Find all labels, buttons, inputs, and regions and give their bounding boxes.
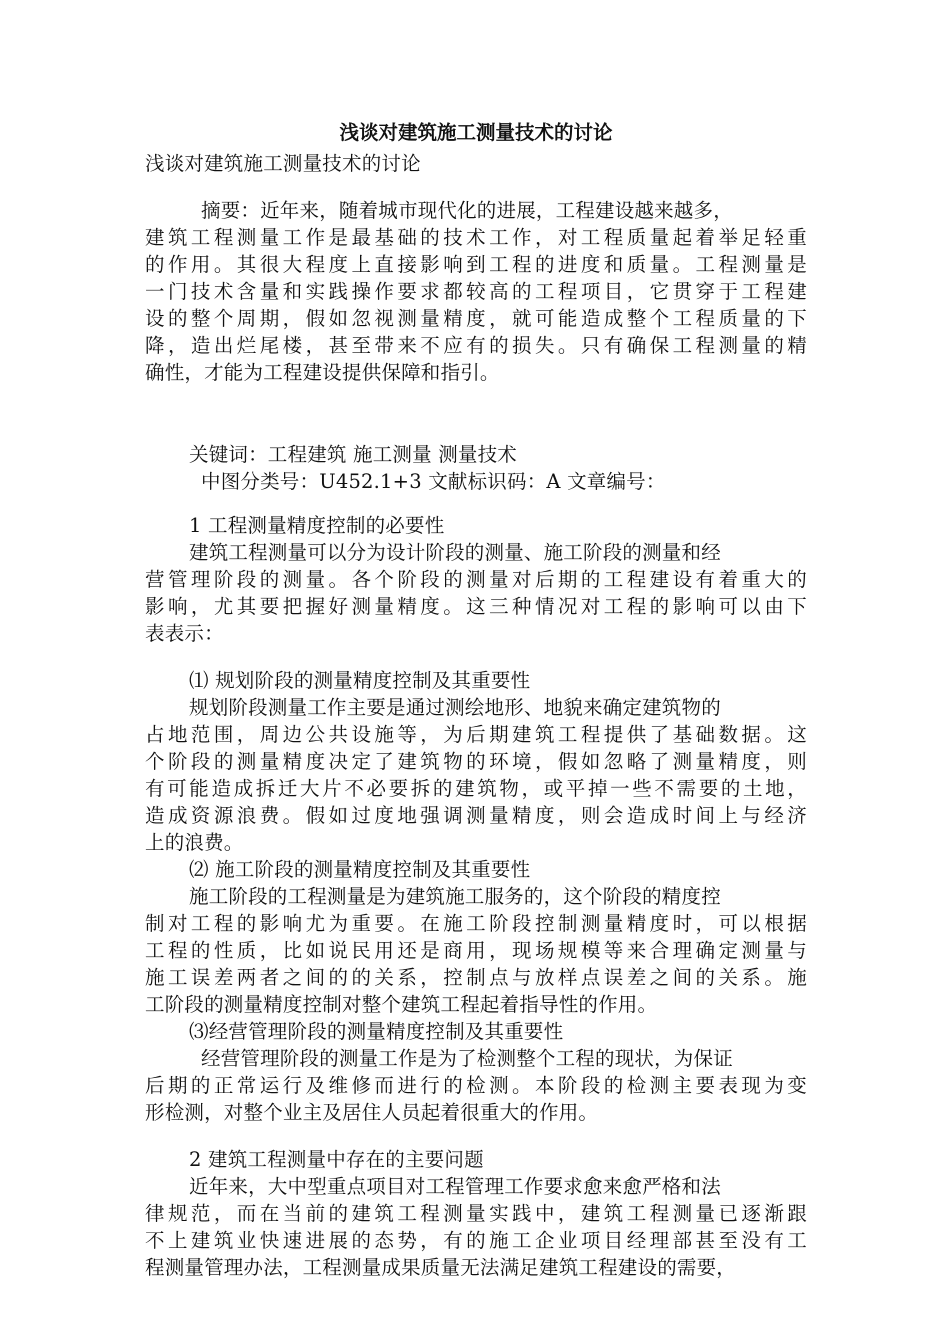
section-line: 表表示： xyxy=(145,622,224,645)
subsection-line: 制对工程的影响尤为重要。在施工阶段控制测量精度时，可以根据 xyxy=(145,912,807,935)
section-line: 程测量管理办法，工程测量成果质量无法满足建筑工程建设的需要， xyxy=(145,1256,737,1279)
section-heading: 1 工程测量精度控制的必要性 xyxy=(189,514,445,537)
abstract-line: 确性，才能为工程建设提供保障和指引。 xyxy=(145,361,500,384)
subsection-3 xyxy=(145,1018,807,1126)
abstract-line: 的作用。其很大程度上直接影响到工程的进度和质量。工程测量是 xyxy=(145,253,807,276)
classification: 中图分类号：U452.1+3 文献标识码：A 文章编号： xyxy=(201,470,666,493)
section-line: 影响，尤其要把握好测量精度。这三种情况对工程的影响可以由下 xyxy=(145,595,807,618)
subsection-line: 有可能造成拆迁大片不必要拆的建筑物，或平掉一些不需要的土地， xyxy=(145,777,807,800)
subsection-line: 造成资源浪费。假如过度地强调测量精度，则会造成时间上与经济 xyxy=(145,804,807,827)
abstract-line: 建筑工程测量工作是最基础的技术工作，对工程质量起着举足轻重 xyxy=(145,226,807,249)
section-line: 近年来，大中型重点项目对工程管理工作要求愈来愈严格和法 xyxy=(189,1175,721,1198)
keywords: 关键词：工程建筑 施工测量 测量技术 xyxy=(189,443,517,466)
subsection-line: 施工阶段的工程测量是为建筑施工服务的，这个阶段的精度控 xyxy=(189,885,721,908)
section-line: 不上建筑业快速进展的态势，有的施工企业项目经理部甚至没有工 xyxy=(145,1229,807,1252)
document-page xyxy=(145,118,807,1328)
subsection-line: 施工误差两者之间的的关系，控制点与放样点误差之间的关系。施 xyxy=(145,966,807,989)
subsection-line: 占地范围，周边公共设施等，为后期建筑工程提供了基础数据。这 xyxy=(145,723,807,746)
subsection-heading: ⑴ 规划阶段的测量精度控制及其重要性 xyxy=(189,669,531,692)
subsection-line: 工程的性质，比如说民用还是商用，现场规模等来合理确定测量与 xyxy=(145,939,807,962)
subsection-line: 后期的正常运行及维修而进行的检测。本阶段的检测主要表现为变 xyxy=(145,1074,807,1097)
abstract-paragraph xyxy=(145,197,807,386)
section-line: 律规范，而在当前的建筑工程测量实践中，建筑工程测量已逐渐跟 xyxy=(145,1202,807,1225)
abstract-line: 一门技术含量和实践操作要求都较高的工程项目，它贯穿于工程建 xyxy=(145,280,807,303)
abstract-line: 摘要：近年来，随着城市现代化的进展，工程建设越来越多， xyxy=(201,199,733,222)
subsection-line: 个阶段的测量精度决定了建筑物的环境，假如忽略了测量精度，则 xyxy=(145,750,807,773)
section-line: 营管理阶段的测量。各个阶段的测量对后期的工程建设有着重大的 xyxy=(145,568,807,591)
section-heading: 2 建筑工程测量中存在的主要问题 xyxy=(189,1148,484,1171)
subsection-line: 上的浪费。 xyxy=(145,831,244,854)
document-subtitle: 浅谈对建筑施工测量技术的讨论 xyxy=(145,152,421,175)
subsection-1 xyxy=(145,667,807,856)
subsection-line: 形检测，对整个业主及居住人员起着很重大的作用。 xyxy=(145,1101,599,1124)
subsection-line: 经营管理阶段的测量工作是为了检测整个工程的现状，为保证 xyxy=(201,1047,733,1070)
subsection-heading: ⑵ 施工阶段的测量精度控制及其重要性 xyxy=(189,858,531,881)
section-1 xyxy=(145,512,807,647)
subsection-line: 规划阶段测量工作主要是通过测绘地形、地貌来确定建筑物的 xyxy=(189,696,721,719)
subsection-2 xyxy=(145,856,807,1018)
subsection-heading: ⑶经营管理阶段的测量精度控制及其重要性 xyxy=(189,1020,564,1043)
abstract-line: 降，造出烂尾楼，甚至带来不应有的损失。只有确保工程测量的精 xyxy=(145,334,807,357)
subsection-line: 工阶段的测量精度控制对整个建筑工程起着指导性的作用。 xyxy=(145,993,658,1016)
section-2 xyxy=(145,1146,807,1281)
abstract-line: 设的整个周期，假如忽视测量精度，就可能造成整个工程质量的下 xyxy=(145,307,807,330)
document-title: 浅谈对建筑施工测量技术的讨论 xyxy=(339,121,613,144)
section-line: 建筑工程测量可以分为设计阶段的测量、施工阶段的测量和经 xyxy=(189,541,721,564)
